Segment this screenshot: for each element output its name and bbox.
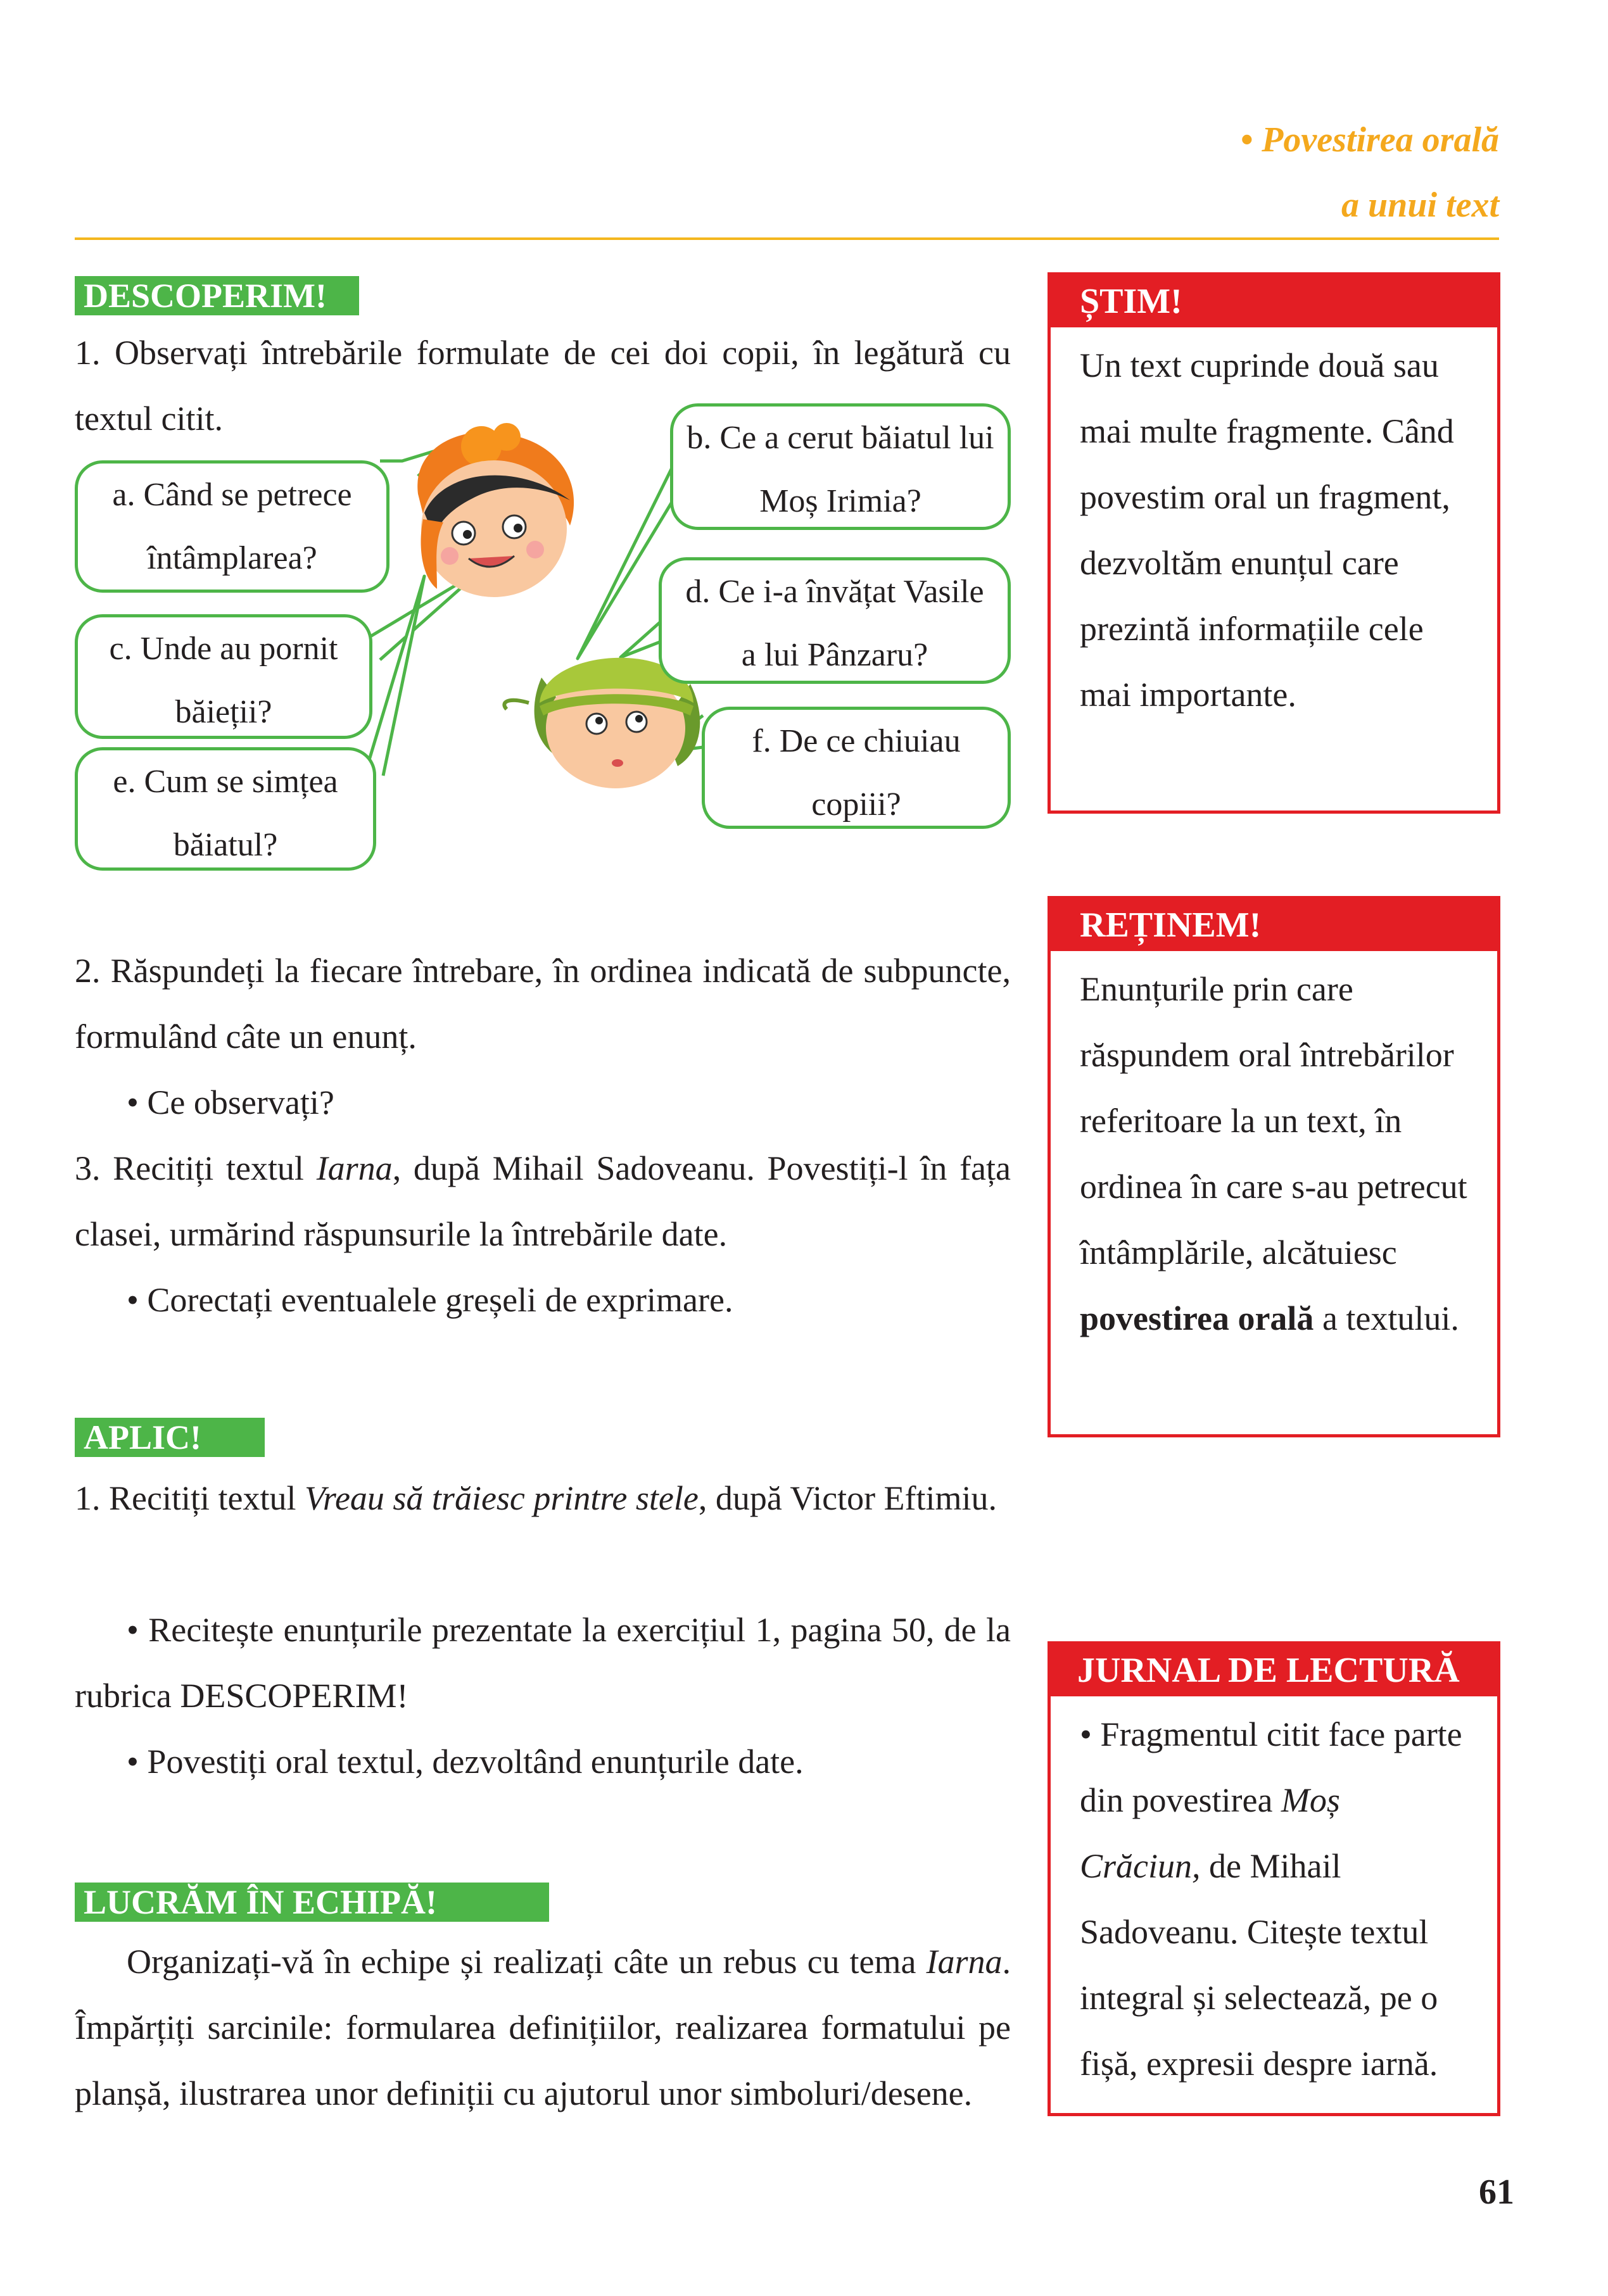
retinem-box <box>1048 896 1500 1437</box>
descoperim-question-3: 3. Recitiți textul Iarna, după Mihail Sadoveanu. Povestiți-l în fața clasei, urmărind răspunsurile la întrebările date. <box>75 1149 1011 1253</box>
text-title-iarna: Iarna <box>316 1149 393 1187</box>
stim-box <box>1048 272 1500 814</box>
bubble-tail-e <box>367 576 424 776</box>
term-povestirea-orala: povestirea orală <box>1080 1299 1314 1337</box>
chapter-title-line2: a unui text <box>1341 186 1499 225</box>
bubble-c-line2: băieții? <box>175 694 272 730</box>
retinem-heading: REȚINEM! <box>1051 899 1497 951</box>
descoperim-question-2-note: • Ce observați? <box>127 1083 334 1121</box>
descoperim-question-1: 1. Observați întrebările formulate de cei doi copii, în legătură cu textul citit. <box>75 334 1011 438</box>
question-bubble-a <box>75 460 389 593</box>
text-title-vreau: Vreau să trăiesc printre stele <box>304 1479 699 1517</box>
bubble-e-line2: băiatul? <box>173 827 278 863</box>
bubble-d-line2: a lui Pânzaru? <box>741 637 928 673</box>
girl-character-icon <box>417 423 574 597</box>
echipa-label: LUCRĂM ÎN ECHIPĂ! <box>75 1883 549 1922</box>
bubble-a-line2: întâmplarea? <box>147 540 317 576</box>
echipa-task: Organizați-vă în echipe și realizați câte un rebus cu tema Iarna. Împărțiți sarcinile: formularea definițiilor, realizarea formatului pe planșă, ilustrarea unor definiții cu ajutorul unor simboluri/desene. <box>75 1943 1011 2112</box>
bubble-d-line1: d. Ce i-a învățat Vasile <box>685 574 984 610</box>
descoperim-label: DESCOPERIM! <box>75 276 359 315</box>
page-number: 61 <box>1479 2173 1514 2212</box>
bubble-f-line2: copiii? <box>811 786 901 823</box>
story-title: Moș Crăciun, <box>1080 1781 1340 1885</box>
aplic-label: APLIC! <box>75 1418 265 1457</box>
bubble-c-line1: c. Unde au pornit <box>109 631 338 667</box>
question-bubble-d <box>659 557 1011 684</box>
question-bubble-e <box>75 747 376 871</box>
jurnal-heading: JURNAL DE LECTURĂ <box>1051 1644 1497 1696</box>
bubble-a-line1: a. Când se petrece <box>112 477 352 513</box>
question-bubble-f <box>702 707 1011 829</box>
aplic-question-1: 1. Recitiți textul Vreau să trăiesc printre stele, după Victor Eftimiu. <box>75 1479 997 1517</box>
descoperim-question-3-note: • Corectați eventualele greșeli de exprimare. <box>127 1281 733 1319</box>
header-divider <box>75 237 1499 240</box>
bubble-b-line1: b. Ce a cerut băiatul lui <box>687 420 994 456</box>
aplic-note-2: • Povestiți oral textul, dezvoltând enunțurile date. <box>127 1743 804 1781</box>
bubble-f-line1: f. De ce chiuiau <box>752 723 961 759</box>
bubble-e-line1: e. Cum se simțea <box>113 764 338 800</box>
jurnal-text: • Fragmentul citit face parte din povestirea Moș Crăciun, de Mihail Sadoveanu. Citește textul integral și selectează, pe o fișă, expresii despre iarnă. <box>1080 1715 1462 2083</box>
retinem-text: Enunțurile prin care răspundem oral întrebărilor referitoare la un text, în ordinea în care s-au petrecut întâmplările, alcătuiesc povestirea orală a textului. <box>1080 970 1467 1337</box>
stim-heading: ȘTIM! <box>1051 275 1497 327</box>
aplic-note-1: • Recitește enunțurile prezentate la exercițiul 1, pagina 50, de la rubrica DESCOPERIM! <box>75 1611 1011 1715</box>
chapter-title-line1: • Povestirea orală <box>1240 120 1499 160</box>
stim-text: Un text cuprinde două sau mai multe fragmente. Când povestim oral un fragment, dezvoltăm enunțul care prezintă informațiile cele mai importante. <box>1080 346 1454 714</box>
question-bubble-c <box>75 614 372 739</box>
theme-iarna: Iarna <box>926 1943 1003 1981</box>
descoperim-question-2: 2. Răspundeți la fiecare întrebare, în ordinea indicată de subpuncte, formulând câte un enunț. <box>75 952 1011 1056</box>
bubble-b-line2: Moș Irimia? <box>759 483 921 519</box>
question-bubble-b <box>670 403 1011 530</box>
jurnal-box <box>1048 1641 1500 2116</box>
